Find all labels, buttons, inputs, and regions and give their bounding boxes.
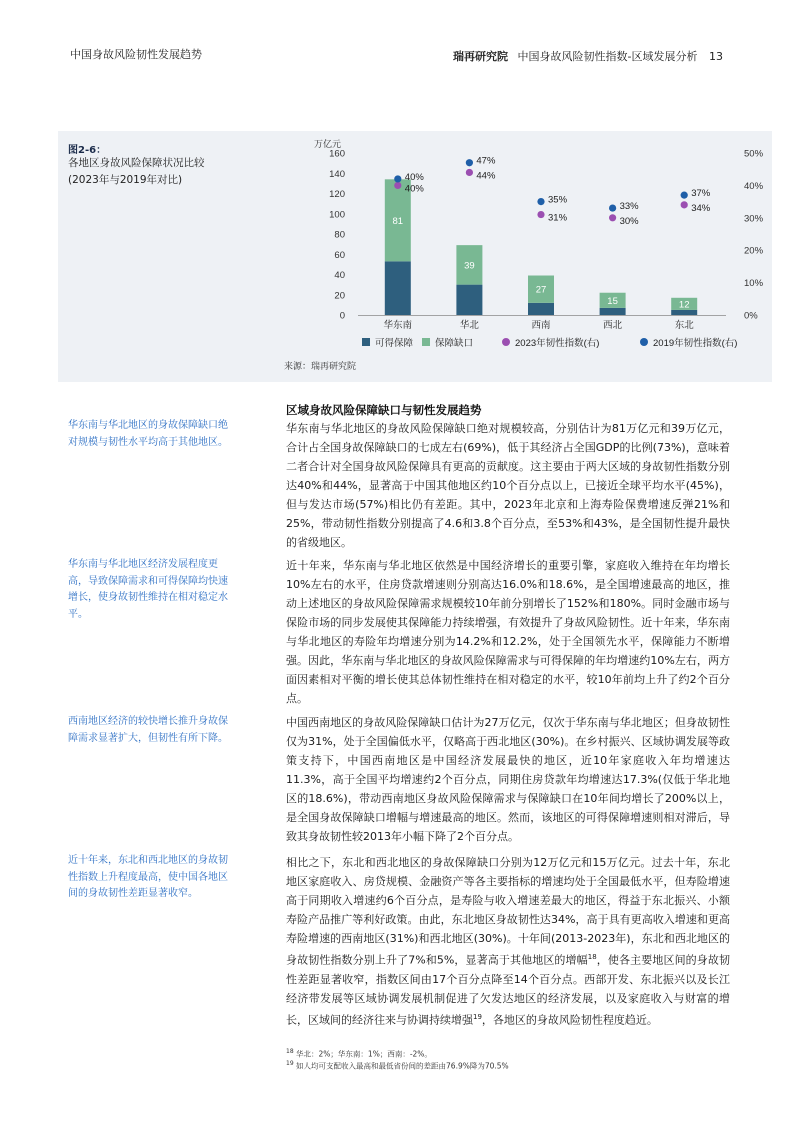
- legend-label: 2023年韧性指数(右): [515, 338, 600, 349]
- footnote-ref-19: 19: [473, 1012, 482, 1021]
- brand-name: 瑞再研究院: [453, 50, 509, 63]
- y2-tick-label: 50%: [744, 148, 764, 160]
- legend-dot-2023: [502, 338, 510, 346]
- y2-tick-label: 40%: [744, 180, 764, 192]
- paragraph-3: 中国西南地区的身故风险保障缺口估计为27万亿元，仅次于华东南与华北地区；但身故韧性仅为31%，处于全国偏低水平，仅略高于西北地区(30%)。在乡村振兴、区域协调发展等政策支持下，中国西南地区是中国经济发展最快的地区，近10年家庭收入年均增速达11.3%，高于全国平均增速约2个百分点，同期住房贷款年均增速达17.3%(仅低于华北地区的18.6%)，带动西南地区身故风险保障需求与保障缺口在10年间均增长了200%以上，是全国身故保障缺口增幅与增速最高的地区。然而，该地区的可得保障增速则相对滞后，导致其身故韧性较2013年小幅下降了2个百分点。: [286, 716, 730, 843]
- y-tick-label: 140: [329, 168, 345, 180]
- footnote-18: [286, 1048, 432, 1060]
- y-tick-label: 0: [339, 310, 345, 322]
- sidebar-note-2: 华东南与华北地区经济发展程度更高，导致保障需求和可得保障均快速增长，使身故韧性维持在相对稳定水平。: [68, 559, 228, 620]
- dot-2023: [466, 169, 473, 176]
- dot-2019-label: 35%: [548, 194, 568, 206]
- sidebar-note-4: 近十年来，东北和西北地区的身故韧性指数上升程度最高，使中国各地区间的身故韧性差距显著收窄。: [68, 855, 228, 899]
- y2-tick-label: 0%: [744, 310, 758, 322]
- dot-2023: [537, 211, 544, 218]
- figure-title-line2: (2023年与2019年对比): [68, 174, 183, 186]
- bar-gap-label: 12: [678, 299, 690, 311]
- figure-source: 来源：瑞再研究院: [284, 362, 357, 372]
- bar-gap-label: 39: [464, 260, 475, 272]
- section-header-title: 中国身故风险韧性指数-区域发展分析: [517, 50, 698, 63]
- legend-label: 保障缺口: [435, 338, 474, 349]
- x-tick-label: 东北: [674, 320, 694, 331]
- paragraph-4-part-b: ，使各主要地区间的身故韧性差距显著收窄，指数区间由17个百分点降至14个百分点。西部开发、东北振兴以及长江经济带发展等区域协调发展机制促进了欠发达地区的经济发展，以及家庭收入与财富的增长，区域间的经济往来与协调持续增强: [286, 953, 731, 1027]
- dot-2019: [394, 175, 401, 182]
- running-header-left: 中国身故风险韧性发展趋势: [70, 48, 202, 61]
- y-tick-label: 80: [334, 229, 345, 241]
- footnote-text: 如人均可支配收入最高和最低省份间的差距由76.9%降为70.5%: [296, 1061, 509, 1071]
- footnote-19: [286, 1060, 509, 1072]
- dot-2023-label: 44%: [476, 170, 496, 182]
- legend-dot-2019: [640, 338, 648, 346]
- bar-available: [671, 310, 697, 315]
- running-header-right: [453, 48, 723, 64]
- dot-2023: [394, 182, 401, 189]
- bar-available: [528, 303, 554, 315]
- dot-2023: [681, 201, 688, 208]
- dot-2023: [609, 214, 616, 221]
- y2-tick-label: 20%: [744, 245, 764, 257]
- dot-2019: [537, 198, 544, 205]
- legend-label: 可得保障: [375, 338, 414, 349]
- x-tick-label: 西北: [603, 320, 623, 331]
- bar-available: [600, 308, 626, 315]
- dot-2019-label: 40%: [404, 171, 424, 183]
- dot-2019: [609, 204, 616, 211]
- bar-gap-label: 81: [392, 215, 404, 227]
- figure-title-line1: 各地区身故风险保障状况比较: [68, 157, 205, 169]
- y-tick-label: 100: [329, 209, 345, 221]
- dot-2019: [681, 192, 688, 199]
- legend-swatch-gap: [422, 338, 430, 346]
- x-tick-label: 西南: [531, 320, 551, 331]
- sidebar-note-1: 华东南与华北地区的身故保障缺口绝对规模与韧性水平均高于其他地区。: [68, 420, 228, 448]
- footnote-number: 18: [286, 1048, 294, 1055]
- y-tick-label: 120: [329, 189, 345, 200]
- section-title: 区域身故风险保障缺口与韧性发展趋势: [286, 403, 482, 417]
- bar-available: [385, 261, 411, 315]
- stacked-bar-chart: [278, 136, 768, 358]
- footnote-text: 华北：2%；华东南：1%；西南：-2%。: [296, 1049, 432, 1059]
- dot-2019-label: 37%: [691, 188, 711, 200]
- x-tick-label: 华北: [459, 320, 479, 331]
- y-tick-label: 40: [334, 270, 345, 281]
- dot-2019-label: 33%: [619, 201, 639, 213]
- paragraph-1: 华东南与华北地区的身故风险保障缺口绝对规模较高，分别估计为81万亿元和39万亿元，合计占全国身故保障缺口的七成左右(69%)，低于其经济占全国GDP的比例(73%)，意味着二者合计对全国身故风险保障具有更高的贡献度。这主要由于两大区域的身故韧性指数分别达40%和44%，显著高于中国其他地区约10个百分点以上，已接近全球平均水平(45%)，但与发达市场(57%)相比仍有差距。其中，2023年北京和上海寿险保费增速反弹21%和25%，带动韧性指数分别提高了4.6和3.8个百分点，至53%和43%，是全国韧性提升最快的省级地区。: [286, 422, 730, 549]
- footnote-ref-18: 18: [587, 953, 597, 961]
- y-axis-unit: 万亿元: [314, 139, 342, 149]
- dot-2023-label: 34%: [691, 202, 711, 214]
- y-tick-label: 60: [334, 249, 345, 261]
- paragraph-4-part-a: 相比之下，东北和西北地区的身故保障缺口分别为12万亿元和15万亿元。过去十年，东北地区家庭收入、房贷规模、金融资产等各主要指标的增速均处于全国最低水平，但寿险增速高于同期收入增速约6个百分点，是寿险与收入增速差最大的地区，得益于东北振兴、小额寿险产品推广等利好政策。由此，东北地区身故韧性达34%，高于具有更高收入增速和更高寿险增速的西南地区(31%)和西北地区(30%)。十年间(2013-2023年)，东北和西北地区的身故韧性指数分别上升了7%和5%，显著高于其他地区的增幅: [286, 856, 730, 967]
- sidebar-note-3: 西南地区经济的较快增长推升身故保障需求显著扩大，但韧性有所下降。: [68, 716, 228, 744]
- dot-2023-label: 30%: [619, 215, 639, 227]
- figure-panel: [58, 131, 772, 382]
- paragraph-2: 近十年来，华东南与华北地区依然是中国经济增长的重要引擎，家庭收入维持在年均增长10%左右的水平，住房贷款增速则分别高达16.0%和18.6%，是全国增速最高的地区，推动上述地区的身故风险保障需求规模较10年前分别增长了152%和180%。同时金融市场与保险市场的同步发展使其保障能力持续增强，有效提升了身故风险韧性。近十年来，华东南与华北地区的寿险年均增速分别为14.2%和12.2%，处于全国领先水平，保障能力不断增强。因此，华东南与华北地区的身故风险保障需求与可得保障的年均增速约10%左右，两方面因素相对平衡的增长使其总体韧性维持在相对稳定的水平，较10年前均上升了约2个百分点。: [286, 559, 730, 705]
- x-tick-label: 华东南: [383, 320, 413, 331]
- dot-2023-label: 40%: [404, 183, 424, 195]
- page-number: 13: [709, 50, 723, 63]
- dot-2023-label: 31%: [548, 212, 568, 224]
- figure-label: 图2-6：: [68, 145, 107, 156]
- dot-2019-label: 47%: [476, 155, 496, 167]
- bar-available: [456, 285, 482, 315]
- y-tick-label: 160: [329, 148, 345, 160]
- y-tick-label: 20: [334, 290, 345, 302]
- legend-label: 2019年韧性指数(右): [653, 338, 738, 349]
- y2-tick-label: 10%: [744, 278, 764, 290]
- paragraph-4-part-c: ，各地区的身故风险韧性程度趋近。: [481, 1013, 658, 1027]
- legend-swatch-available: [362, 338, 370, 346]
- footnote-number: 19: [286, 1060, 294, 1067]
- dot-2019: [466, 159, 473, 166]
- figure-title: [68, 155, 268, 189]
- bar-gap-label: 15: [607, 295, 618, 307]
- y2-tick-label: 30%: [744, 213, 764, 225]
- paragraph-4: [286, 853, 730, 1029]
- bar-gap-label: 27: [535, 284, 547, 296]
